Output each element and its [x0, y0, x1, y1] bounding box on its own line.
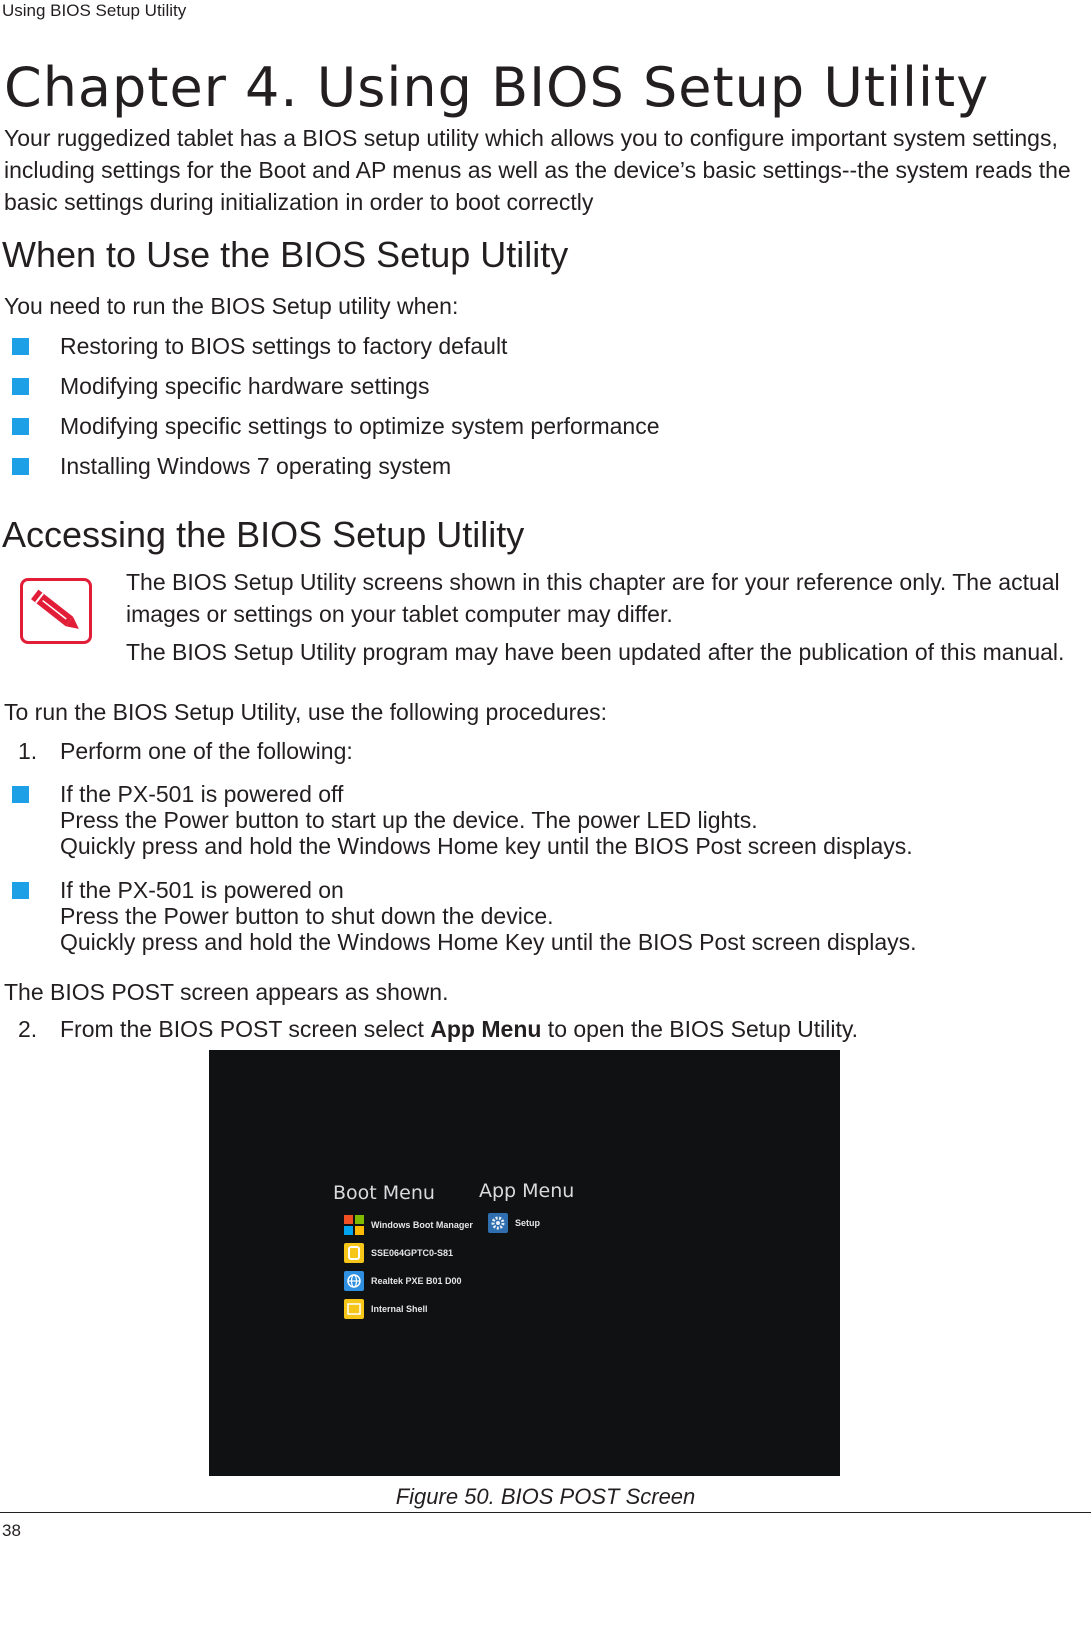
section-heading-when: When to Use the BIOS Setup Utility [2, 234, 569, 275]
powered-off-item [0, 781, 913, 859]
square-bullet-icon [12, 378, 29, 395]
list-item: Restoring to BIOS settings to factory default [0, 333, 660, 373]
boot-item: Internal Shell [343, 1298, 428, 1320]
network-globe-icon [343, 1270, 365, 1292]
when-bullet-list [0, 333, 660, 493]
footer-divider [0, 1512, 1091, 1513]
powered-on-item [0, 877, 917, 955]
chapter-title: Chapter 4. Using BIOS Setup Utility [4, 56, 990, 119]
step-number: 1. [18, 738, 38, 764]
boot-item: SSE064GPTC0-S81 [343, 1242, 453, 1264]
square-bullet-icon [12, 882, 29, 899]
step-number: 2. [18, 1016, 38, 1042]
instruction-line: Press the Power button to shut down the device. [60, 903, 554, 929]
boot-item: Windows Boot Manager [343, 1214, 473, 1236]
condition-title: If the PX-501 is powered off [60, 781, 344, 807]
app-item-setup: Setup [487, 1212, 540, 1234]
note-text [126, 566, 1081, 674]
list-item: Installing Windows 7 operating system [0, 453, 660, 493]
square-bullet-icon [12, 418, 29, 435]
square-bullet-icon [12, 338, 29, 355]
post-screen-text: The BIOS POST screen appears as shown. [4, 979, 449, 1005]
boot-item: Realtek PXE B01 D00 [343, 1270, 462, 1292]
procedure-intro: To run the BIOS Setup Utility, use the following procedures: [4, 699, 607, 725]
list-item [0, 781, 913, 859]
app-menu-title: App Menu [479, 1180, 575, 1202]
shell-icon [343, 1298, 365, 1320]
square-bullet-icon [12, 786, 29, 803]
instruction-line: Quickly press and hold the Windows Home Key until the BIOS Post screen displays. [60, 929, 917, 955]
note-line: The BIOS Setup Utility screens shown in this chapter are for your reference only. The actual images or settings on your tablet computer may differ. [126, 569, 1060, 627]
condition-title: If the PX-501 is powered on [60, 877, 344, 903]
windows-logo-icon [343, 1214, 365, 1236]
when-lead-text: You need to run the BIOS Setup utility when: [4, 293, 459, 319]
instruction-line: Press the Power button to start up the device. The power LED lights. [60, 807, 758, 833]
step-1 [0, 738, 353, 764]
instruction-line: Quickly press and hold the Windows Home key until the BIOS Post screen displays. [60, 833, 913, 859]
running-head: Using BIOS Setup Utility [2, 1, 187, 20]
gear-icon [487, 1212, 509, 1234]
section-heading-accessing: Accessing the BIOS Setup Utility [2, 514, 525, 555]
step-2: 2. From the BIOS POST screen select App Menu to open the BIOS Setup Utility. [0, 1016, 858, 1042]
page-number: 38 [2, 1521, 21, 1540]
note-line: The BIOS Setup Utility program may have been updated after the publication of this manual. [126, 639, 1065, 665]
list-item [0, 877, 917, 955]
app-menu-emphasis: App Menu [430, 1016, 542, 1042]
list-item: Modifying specific hardware settings [0, 373, 660, 413]
bios-post-screenshot [209, 1050, 840, 1476]
pencil-note-icon [20, 578, 92, 644]
boot-menu-title: Boot Menu [333, 1182, 435, 1204]
step-text: Perform one of the following: [60, 738, 353, 764]
square-bullet-icon [12, 458, 29, 475]
intro-paragraph: Your ruggedized tablet has a BIOS setup utility which allows you to configure important system settings, including settings for the Boot and AP menus as well as the device’s basic settings--the system reads the basic settings during initialization in order to boot correctly [4, 125, 1071, 215]
list-item: Modifying specific settings to optimize system performance [0, 413, 660, 453]
figure-caption: Figure 50. BIOS POST Screen [395, 1484, 696, 1509]
drive-icon [343, 1242, 365, 1264]
